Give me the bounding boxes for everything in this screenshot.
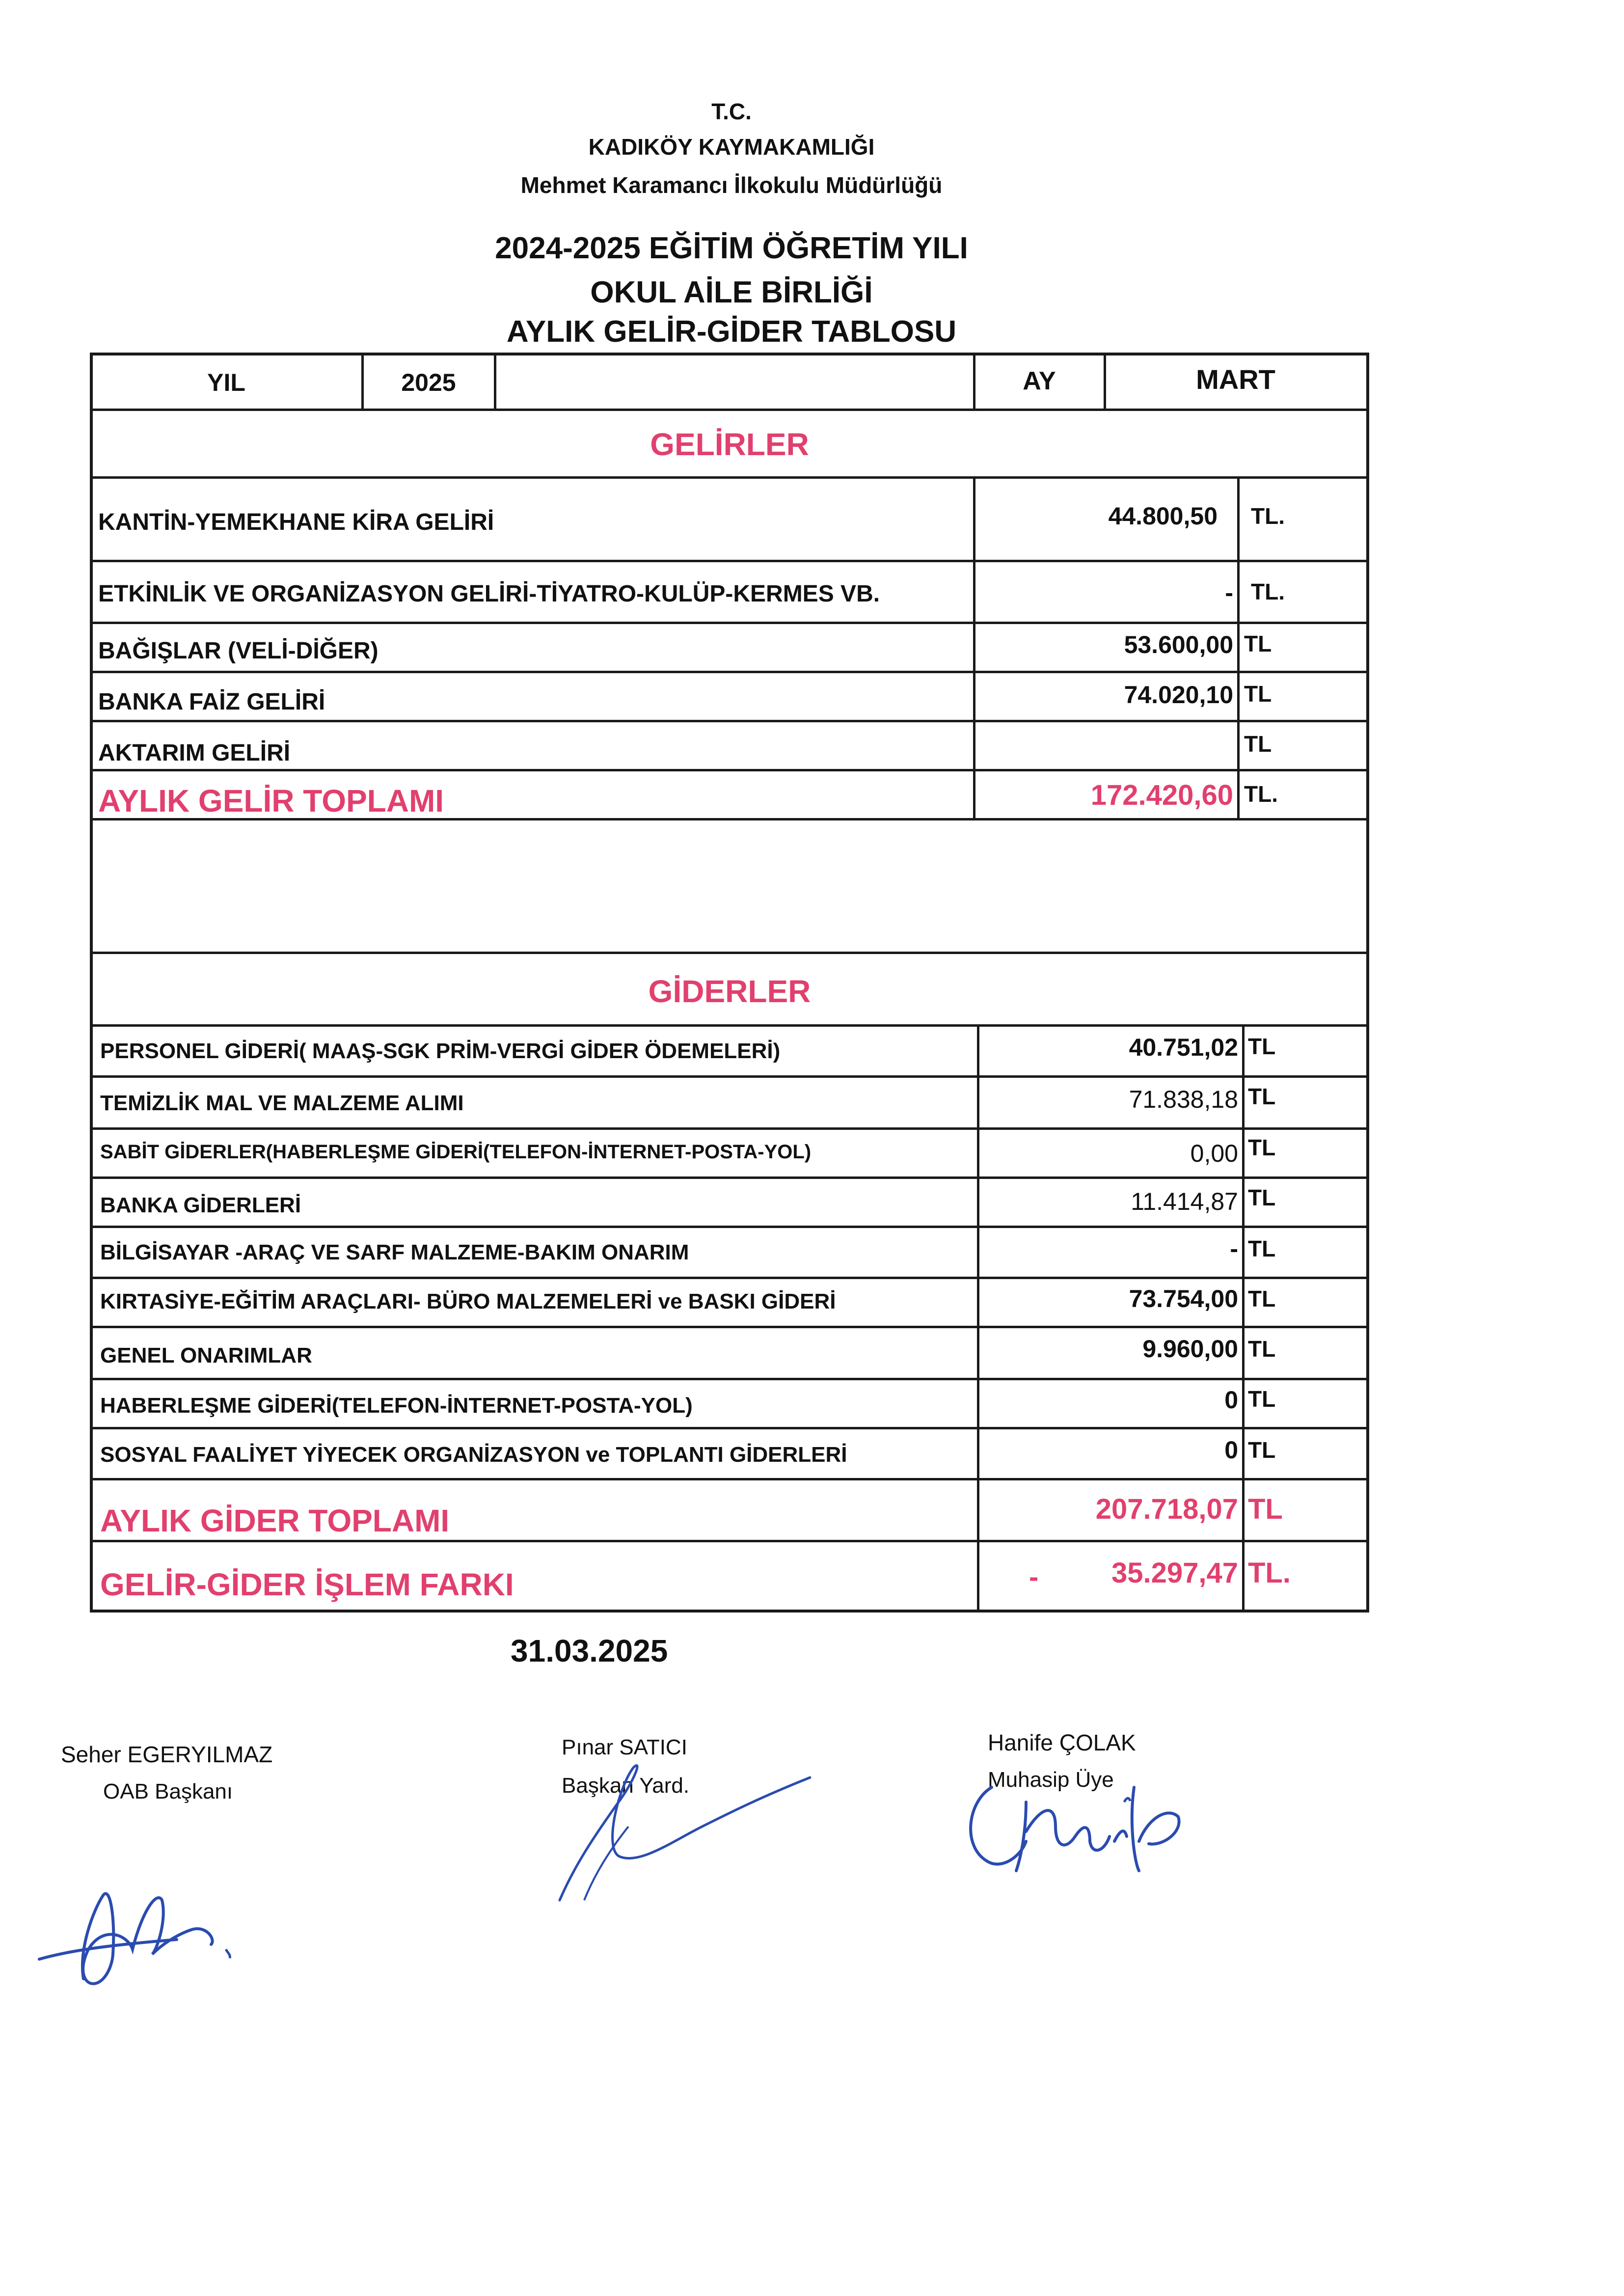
signature-pinar [545, 1738, 820, 1915]
expense-row-amount: 0 [1224, 1436, 1238, 1464]
expense-total-amount: 207.718,07 [1095, 1493, 1238, 1525]
rule [91, 1024, 1368, 1027]
signature-seher [29, 1851, 255, 1998]
expense-total-label: AYLIK GİDER TOPLAMI [100, 1503, 450, 1538]
expense-row-currency: TL [1248, 1135, 1276, 1160]
expense-row-label: SABİT GİDERLER(HABERLEŞME GİDERİ(TELEFON-İNTERNET-POSTA-YOL) [100, 1141, 812, 1163]
rule [494, 355, 496, 410]
header-tc: T.C. [711, 99, 752, 124]
income-row-amount: - [1225, 579, 1233, 606]
rule [1242, 1024, 1245, 1610]
year-value: 2025 [401, 369, 456, 396]
signatory-name: Hanife ÇOLAK [988, 1730, 1136, 1755]
expense-row-label: PERSONEL GİDERİ( MAAŞ-SGK PRİM-VERGİ GİDER ÖDEMELERİ) [100, 1039, 781, 1063]
rule [91, 1127, 1368, 1130]
rule [91, 560, 1368, 562]
expense-row-currency: TL [1248, 1286, 1276, 1312]
rule [1237, 476, 1240, 819]
rule [91, 1378, 1368, 1380]
rule [91, 720, 1368, 722]
expense-row-currency: TL [1248, 1386, 1276, 1412]
difference-amount: 35.297,47 [1111, 1557, 1238, 1589]
expense-row-label: SOSYAL FAALİYET YİYECEK ORGANİZASYON ve TOPLANTI GİDERLERİ [100, 1443, 847, 1467]
income-total-currency: TL. [1244, 781, 1278, 807]
income-row-amount: 74.020,10 [1124, 681, 1233, 709]
title-table: AYLIK GELİR-GİDER TABLOSU [506, 315, 957, 349]
rule [91, 409, 1368, 411]
rule [91, 1540, 1368, 1542]
expense-total-currency: TL [1248, 1493, 1283, 1525]
income-total-amount: 172.420,60 [1090, 779, 1233, 811]
month-label: AY [1023, 367, 1056, 395]
header-kaymakamlik: KADIKÖY KAYMAKAMLIĞI [588, 134, 875, 160]
rule [973, 476, 975, 819]
expense-row-currency: TL [1248, 1236, 1276, 1261]
difference-label: GELİR-GİDER İŞLEM FARKI [100, 1567, 514, 1602]
income-row-currency: TL [1244, 681, 1272, 707]
rule [91, 1176, 1368, 1179]
income-row-label: BAĞIŞLAR (VELİ-DİĞER) [98, 638, 379, 664]
rule [91, 622, 1368, 624]
income-row-label: AKTARIM GELİRİ [98, 740, 291, 766]
income-total-label: AYLIK GELİR TOPLAMI [98, 783, 444, 819]
rule [91, 1226, 1368, 1228]
rule [91, 952, 1368, 954]
expense-row-label: BANKA GİDERLERİ [100, 1193, 301, 1217]
rule [91, 769, 1368, 771]
income-row-currency: TL. [1251, 503, 1285, 529]
income-row-amount: 53.600,00 [1124, 631, 1233, 658]
difference-currency: TL. [1248, 1557, 1291, 1589]
rule [91, 1478, 1368, 1480]
rule [91, 1326, 1368, 1328]
rule [91, 476, 1368, 479]
income-row-label: KANTİN-YEMEKHANE KİRA GELİRİ [98, 509, 494, 535]
signatory-role: OAB Başkanı [103, 1779, 233, 1804]
expense-row-currency: TL [1248, 1336, 1276, 1362]
expense-row-amount: 0 [1224, 1386, 1238, 1414]
rule [91, 671, 1368, 673]
signature-hanife [952, 1748, 1208, 1886]
expense-row-amount: 11.414,87 [1131, 1188, 1238, 1215]
expense-row-currency: TL [1248, 1084, 1276, 1109]
rule [91, 1075, 1368, 1078]
expense-row-label: HABERLEŞME GİDERİ(TELEFON-İNTERNET-POSTA-YOL) [100, 1394, 693, 1418]
signatory-role: Başkan Yard. [562, 1774, 690, 1798]
expense-row-currency: TL [1248, 1437, 1276, 1463]
income-row-amount: 44.800,50 [1108, 502, 1218, 530]
title-year: 2024-2025 EĞİTİM ÖĞRETİM YILI [495, 231, 968, 265]
difference-sign: - [1029, 1561, 1039, 1593]
expense-row-amount: - [1230, 1235, 1238, 1262]
income-row-currency: TL [1244, 631, 1272, 656]
expense-row-currency: TL [1248, 1034, 1276, 1059]
signatory-role: Muhasip Üye [988, 1768, 1114, 1792]
income-row-currency: TL [1244, 731, 1272, 757]
report-date: 31.03.2025 [511, 1633, 668, 1668]
expense-row-label: TEMİZLİK MAL VE MALZEME ALIMI [100, 1091, 464, 1115]
expense-row-amount: 71.838,18 [1129, 1086, 1238, 1113]
expense-heading: GİDERLER [648, 974, 811, 1009]
expense-row-label: BİLGİSAYAR -ARAÇ VE SARF MALZEME-BAKIM ONARIM [100, 1240, 689, 1264]
year-label: YIL [207, 369, 245, 396]
expense-row-amount: 0,00 [1190, 1140, 1238, 1167]
rule [977, 1024, 979, 1610]
expense-row-amount: 9.960,00 [1142, 1335, 1238, 1363]
signatory-name: Pınar SATICI [562, 1735, 687, 1759]
expense-row-label: GENEL ONARIMLAR [100, 1343, 312, 1367]
income-heading: GELİRLER [650, 427, 809, 462]
income-row-label: BANKA FAİZ GELİRİ [98, 689, 325, 715]
expense-row-amount: 73.754,00 [1129, 1285, 1238, 1312]
expense-row-amount: 40.751,02 [1129, 1034, 1238, 1061]
income-row-label: ETKİNLİK VE ORGANİZASYON GELİRİ-TİYATRO-KULÜP-KERMES VB. [98, 581, 880, 607]
expense-row-currency: TL [1248, 1185, 1276, 1210]
income-row-currency: TL. [1251, 579, 1285, 604]
month-value: MART [1196, 364, 1275, 395]
header-school: Mehmet Karamancı İlkokulu Müdürlüğü [520, 172, 943, 198]
rule [91, 1277, 1368, 1279]
title-union: OKUL AİLE BİRLİĞİ [590, 275, 873, 309]
expense-row-label: KIRTASİYE-EĞİTİM ARAÇLARI- BÜRO MALZEMELERİ ve BASKI GİDERİ [100, 1289, 836, 1313]
signatory-name: Seher EGERYILMAZ [61, 1742, 273, 1767]
rule [91, 1427, 1368, 1429]
